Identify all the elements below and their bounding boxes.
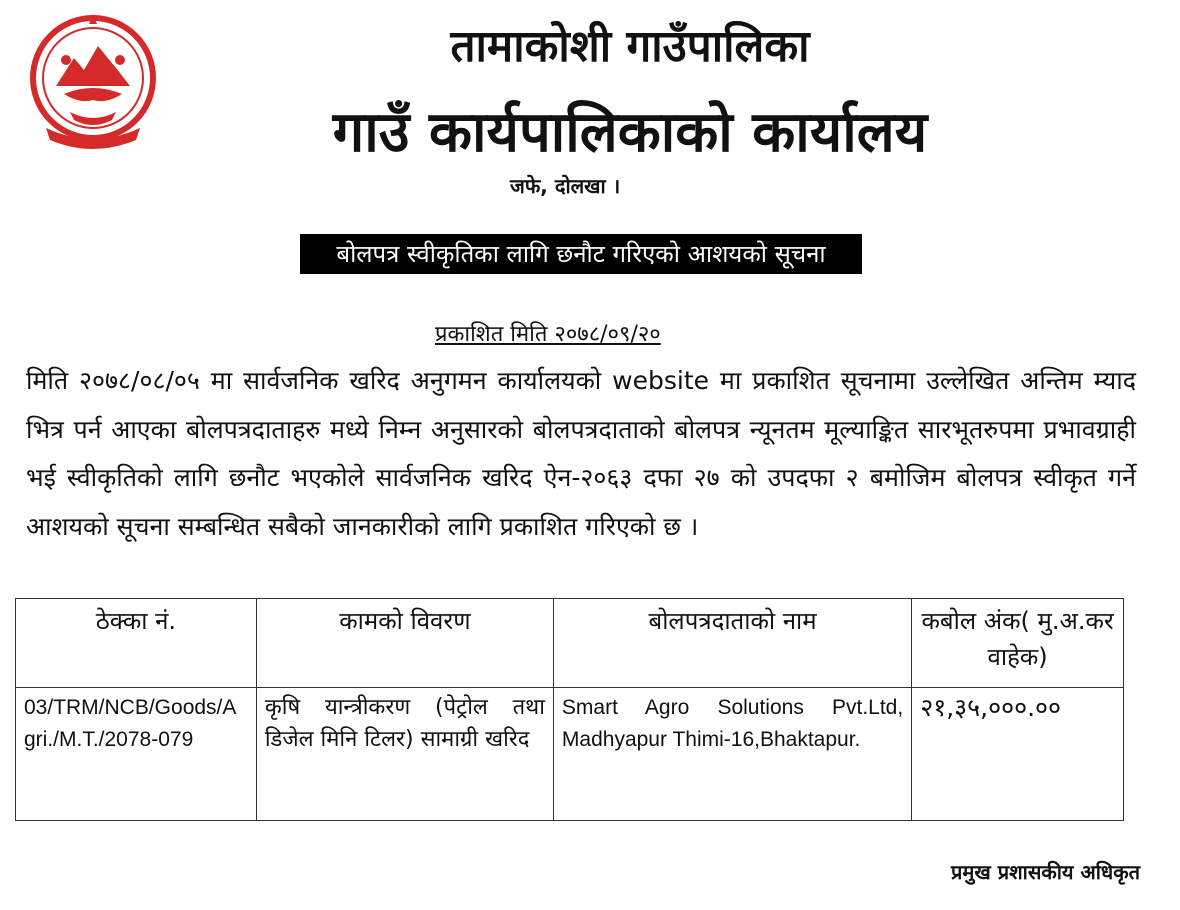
header-contract-no: ठेक्का नं. — [16, 599, 257, 688]
office-address: जफे, दोलखा । — [510, 174, 621, 198]
nepal-government-emblem — [26, 8, 160, 152]
table-header-row — [16, 599, 1124, 688]
notice-title: बोलपत्र स्वीकृतिका लागि छनौट गरिएको आशयको सूचना — [300, 234, 862, 274]
header-description: कामको विवरण — [256, 599, 553, 688]
office-name: गाउँ कार्यपालिकाको कार्यालय — [332, 100, 928, 165]
contract-no-cell: 03/TRM/NCB/Goods/Agri./M.T./2078-079 — [16, 688, 257, 821]
table-row — [16, 688, 1124, 821]
notice-body: मिति २०७८/०८/०५ मा सार्वजनिक खरिद अनुगमन कार्यालयको website मा प्रकाशित सूचनामा उल्लेखित अन्तिम म्याद भित्र पर्न आएका बोलपत्रदाताहरु मध्ये निम्न अनुसारको बोलपत्रदाताको बोलपत्र न्यूनतम मूल्याङ्कित सारभूतरुपमा प्रभावग्राही भई स्वीकृतिको लागि छनौट भएकोले सार्वजनिक खरिद ऐन-२०६३ दफा २७ को उपदफा २ बमोजिम बोलपत्र स्वीकृत गर्ने आशयको सूचना सम्बन्धित सबैको जानकारीको लागि प्रकाशित गरिएको छ । — [26, 366, 1136, 541]
header-bidder: बोलपत्रदाताको नाम — [553, 599, 911, 688]
amount-cell: २१,३५,०००.०० — [912, 688, 1124, 821]
description-cell: कृषि यान्त्रीकरण (पेट्रोल तथा डिजेल मिनि टिलर) सामाग्री खरिद — [256, 688, 553, 821]
bidder-cell: Smart Agro Solutions Pvt.Ltd, Madhyapur Thimi-16,Bhaktapur. — [553, 688, 911, 821]
municipality-name: तामाकोशी गाउँपालिका — [450, 21, 810, 72]
header-amount: कबोल अंक( मु.अ.कर वाहेक) — [912, 599, 1124, 688]
published-date: प्रकाशित मिति २०७८/०९/२० — [435, 322, 661, 347]
signature-designation: प्रमुख प्रशासकीय अधिकृत — [951, 860, 1140, 884]
bid-table — [15, 598, 1124, 821]
